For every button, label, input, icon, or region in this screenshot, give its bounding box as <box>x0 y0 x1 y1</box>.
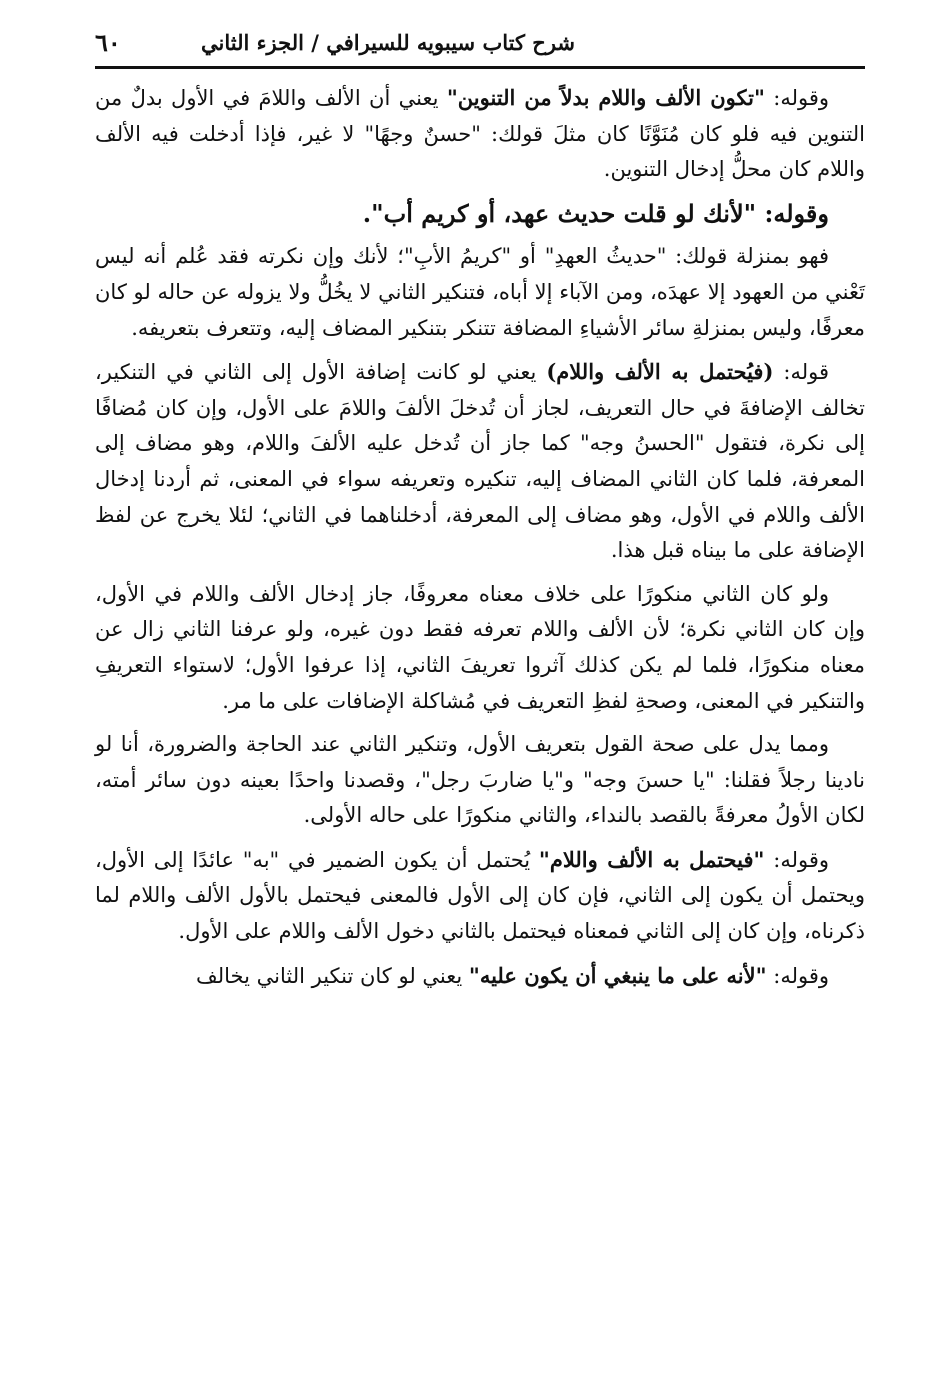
paragraph <box>95 80 865 188</box>
paragraph-text: يعني لو كان تنكير الثاني يخالف <box>196 963 469 988</box>
paragraph-lead: وقوله: <box>766 963 829 988</box>
quoted-phrase: (فيُحتمل به الألف واللام) <box>546 359 774 385</box>
body-text <box>95 80 865 1002</box>
quoted-phrase: "لأنه على ما ينبغي أن يكون عليه" <box>468 962 767 988</box>
paragraph-lead: قوله: <box>773 360 830 385</box>
quoted-phrase: "فيحتمل به الألف واللام" <box>538 846 765 872</box>
paragraph <box>95 354 865 569</box>
paragraph-text: ومما يدل على صحة القول بتعريف الأول، وتنكير الثاني عند الحاجة والضرورة، أنا لو نادينا رجلاً فقلنا: "يا حسنَ وجه" و"يا ضاربَ رجل"، وقصدنا واحدًا بعينه دون سائر أمته، لكان الأولُ معرفةً بالقصد بالنداء، والثاني منكورًا على حاله الأولى. <box>95 732 865 828</box>
paragraph <box>95 842 865 950</box>
paragraph-text: يعني أن الألف واللامَ في الأول بدلٌ من التنوين فيه فلو كان مُنَوَّنًا كان مثلَ قولك: "حسنٌ وجهًا" لا غير، فإذا أدخلت فيه الألف واللام كان محلُّ إدخال التنوين. <box>95 86 865 182</box>
paragraph <box>95 958 865 995</box>
paragraph-heading <box>95 196 865 232</box>
header-rule <box>95 66 865 69</box>
paragraph <box>95 239 865 346</box>
paragraph-text: ولو كان الثاني منكورًا على خلاف معناه معروفًا، جاز إدخال الألف واللام في الأول، وإن كان الثاني نكرة؛ لأن الألف واللام تعرفه فقط دون غيره، ولو عرفنا الثاني زال عن معناه منكورًا، فلما لم يكن كذلك آثروا تعريفَ الثاني، إذا عرفوا الأول؛ لاستواء التعريفِ والتنكير في المعنى، وصحةِ لفظِ التعريف في مُشاكلة الإضافات على ما مر. <box>95 581 865 713</box>
page-header <box>95 22 865 66</box>
paragraph-lead: وقوله: <box>764 847 830 872</box>
paragraph-lead: وقوله: <box>764 86 830 110</box>
paragraph-text: يُحتمل أن يكون الضمير في "به" عائدًا إلى الأول، ويحتمل أن يكون إلى الثاني، فإن كان إلى الأول فالمعنى فيحتمل بالأول الألف واللام لما ذكرناه، وإن كان إلى الثاني فمعناه فيحتمل بالثاني دخول الألف واللام على الأول. <box>95 847 865 944</box>
running-title: شرح كتاب سيبويه للسيرافي / الجزء الثاني <box>201 30 575 55</box>
paragraph-text: يعني لو كانت إضافة الأول إلى الثاني في التنكير، تخالف الإضافةَ في حال التعريف، لجاز أن تُدخلَ الألفَ واللامَ على الأول، وإن كان مُضافًا إلى نكرة، فتقول "الحسنُ وجه" كما جاز أن تُدخل عليه الألفَ واللام، وهو مضاف إلى المعرفة، فلما كان الثاني المضاف إليه، تنكيره وتعريفه سواء في المعنى، ثم أردنا إدخال الألف واللام في الأول، وهو مضاف إلى المعرفة، أدخلناهما في الثاني؛ لئلا يخرج عن لفظ الإضافة على ما بيناه قبل هذا. <box>95 360 865 563</box>
quoted-phrase: "تكون الألف واللام بدلاً من التنوين" <box>446 85 765 110</box>
paragraph <box>95 577 865 719</box>
paragraph-text: فهو بمنزلة قولك: "حديثُ العهدِ" أو "كريمُ الأبِ"؛ لأنك وإن نكرته فقد عُلم أنه ليس تَعْني من العهود إلا عهدَه، ومن الآباء إلا أباه، فتنكير الثاني لا يخُلُّ ولا يزوله عن حاله لو كان معرفًا، وليس بمنزلةِ سائر الأشياءِ المضافة تتنكر بتنكير المضاف إليه، وتتعرف بتعريفه. <box>95 244 865 340</box>
page-number: ٦٠ <box>95 28 121 57</box>
paragraph <box>95 727 865 834</box>
quoted-phrase: وقوله: "لأنك لو قلت حديث عهد، أو كريم أب". <box>362 198 829 228</box>
